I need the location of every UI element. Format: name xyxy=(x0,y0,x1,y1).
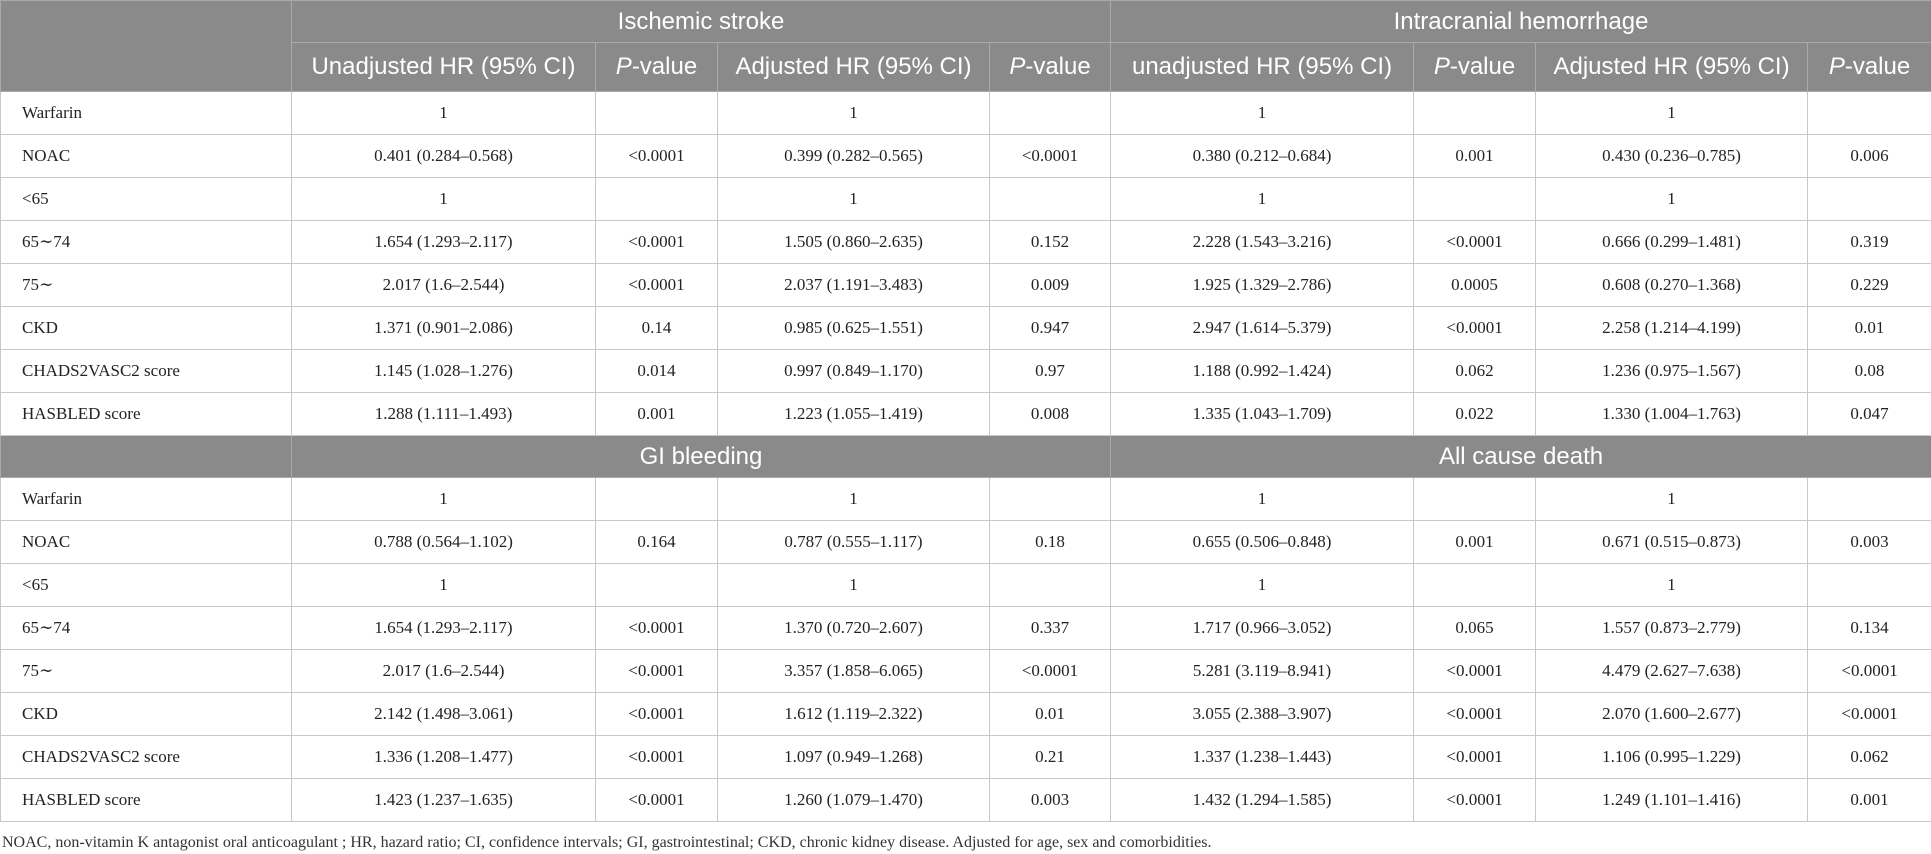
table-row xyxy=(1,779,1931,822)
table-cell: 1 xyxy=(718,178,990,221)
table-cell xyxy=(1414,478,1536,521)
table-cell: 0.164 xyxy=(596,521,718,564)
table-cell: 0.008 xyxy=(990,393,1111,436)
section-gi-death-header xyxy=(1,436,1931,478)
table-cell: <0.0001 xyxy=(1414,779,1536,822)
section-ischemic-intracranial xyxy=(1,92,1931,436)
table-cell: 0.134 xyxy=(1808,607,1931,650)
table-cell: 1 xyxy=(1536,478,1808,521)
table-cell: 0.009 xyxy=(990,264,1111,307)
row-label: HASBLED score xyxy=(1,393,292,436)
table-cell: 5.281 (3.119–8.941) xyxy=(1111,650,1414,693)
table-cell: 0.401 (0.284–0.568) xyxy=(292,135,596,178)
row-label: 65∼74 xyxy=(1,607,292,650)
table-cell: 0.08 xyxy=(1808,350,1931,393)
table-cell: <0.0001 xyxy=(596,135,718,178)
table-cell: 0.0005 xyxy=(1414,264,1536,307)
table-cell: <0.0001 xyxy=(1414,736,1536,779)
table-cell: 0.14 xyxy=(596,307,718,350)
table-cell xyxy=(1808,478,1931,521)
row-label: CHADS2VASC2 score xyxy=(1,350,292,393)
table-cell: <0.0001 xyxy=(1414,307,1536,350)
table-cell xyxy=(1808,92,1931,135)
table-cell: 1 xyxy=(1536,178,1808,221)
table-cell: 0.062 xyxy=(1808,736,1931,779)
table-cell: 1 xyxy=(292,564,596,607)
subheader-p-value: P-value xyxy=(596,43,718,92)
group-header-intracranial-hemorrhage: Intracranial hemorrhage xyxy=(1111,1,1931,43)
table-cell: 1.717 (0.966–3.052) xyxy=(1111,607,1414,650)
table-cell: 3.357 (1.858–6.065) xyxy=(718,650,990,693)
table-cell: 2.258 (1.214–4.199) xyxy=(1536,307,1808,350)
table-cell: 1.654 (1.293–2.117) xyxy=(292,607,596,650)
table-cell: 1.654 (1.293–2.117) xyxy=(292,221,596,264)
table-cell: 2.228 (1.543–3.216) xyxy=(1111,221,1414,264)
table-cell: 0.014 xyxy=(596,350,718,393)
table-cell: 1.097 (0.949–1.268) xyxy=(718,736,990,779)
table-cell: <0.0001 xyxy=(1414,221,1536,264)
table-cell: 2.017 (1.6–2.544) xyxy=(292,650,596,693)
table-row xyxy=(1,736,1931,779)
table-cell xyxy=(596,478,718,521)
subheader-adjusted-hr: Adjusted HR (95% CI) xyxy=(1536,43,1808,92)
table-cell: 0.022 xyxy=(1414,393,1536,436)
table-cell xyxy=(1414,564,1536,607)
table-row xyxy=(1,693,1931,736)
subheader-p-value: P-value xyxy=(1414,43,1536,92)
section-gi-death xyxy=(1,478,1931,822)
table-cell: 1.371 (0.901–2.086) xyxy=(292,307,596,350)
table-row xyxy=(1,350,1931,393)
table-cell: 2.070 (1.600–2.677) xyxy=(1536,693,1808,736)
table-cell: <0.0001 xyxy=(990,135,1111,178)
table-row xyxy=(1,307,1931,350)
table-cell xyxy=(1808,564,1931,607)
table-cell: 2.037 (1.191–3.483) xyxy=(718,264,990,307)
table-cell: 4.479 (2.627–7.638) xyxy=(1536,650,1808,693)
table-cell: 1 xyxy=(1536,564,1808,607)
table-cell: 0.97 xyxy=(990,350,1111,393)
table-cell: <0.0001 xyxy=(596,264,718,307)
table-cell: 0.003 xyxy=(990,779,1111,822)
table-cell: 1.106 (0.995–1.229) xyxy=(1536,736,1808,779)
table-cell: <0.0001 xyxy=(1414,693,1536,736)
table-footnote: NOAC, non-vitamin K antagonist oral anticoagulant ; HR, hazard ratio; CI, confidence intervals; GI, gastrointestinal; CKD, chronic kidney disease. Adjusted for age, sex and comorbidities. xyxy=(2,834,1212,851)
subheader-p-value: P-value xyxy=(990,43,1111,92)
table-cell xyxy=(990,478,1111,521)
table-row xyxy=(1,221,1931,264)
table-cell: 0.229 xyxy=(1808,264,1931,307)
table-cell: <0.0001 xyxy=(596,779,718,822)
table-cell xyxy=(1808,178,1931,221)
table-cell: 1.236 (0.975–1.567) xyxy=(1536,350,1808,393)
table-cell: 1.249 (1.101–1.416) xyxy=(1536,779,1808,822)
table-cell: 1 xyxy=(1111,92,1414,135)
row-label-header xyxy=(1,436,292,478)
table-cell: 0.001 xyxy=(1808,779,1931,822)
table-cell: <0.0001 xyxy=(596,693,718,736)
table-cell: 1.260 (1.079–1.470) xyxy=(718,779,990,822)
table-cell: 0.01 xyxy=(1808,307,1931,350)
table-cell: <0.0001 xyxy=(596,607,718,650)
subheader-adjusted-hr: Adjusted HR (95% CI) xyxy=(718,43,990,92)
group-header-row xyxy=(1,436,1931,478)
table-cell: 3.055 (2.388–3.907) xyxy=(1111,693,1414,736)
table-cell: <0.0001 xyxy=(1808,693,1931,736)
row-label: CKD xyxy=(1,693,292,736)
row-label: HASBLED score xyxy=(1,779,292,822)
table-cell: 0.671 (0.515–0.873) xyxy=(1536,521,1808,564)
table-cell: 2.142 (1.498–3.061) xyxy=(292,693,596,736)
table-cell: 0.997 (0.849–1.170) xyxy=(718,350,990,393)
row-label: NOAC xyxy=(1,521,292,564)
table-cell: 0.21 xyxy=(990,736,1111,779)
row-label: <65 xyxy=(1,564,292,607)
table-cell xyxy=(990,564,1111,607)
table-cell xyxy=(990,178,1111,221)
table-cell: 0.065 xyxy=(1414,607,1536,650)
table-cell: 1 xyxy=(1111,478,1414,521)
table-cell: 1.337 (1.238–1.443) xyxy=(1111,736,1414,779)
table-row xyxy=(1,178,1931,221)
table-row xyxy=(1,135,1931,178)
row-label: Warfarin xyxy=(1,478,292,521)
table-cell: 0.788 (0.564–1.102) xyxy=(292,521,596,564)
group-header-ischemic-stroke: Ischemic stroke xyxy=(292,1,1111,43)
table-cell xyxy=(596,564,718,607)
table-cell: 0.001 xyxy=(596,393,718,436)
group-header-row xyxy=(1,1,1931,43)
table-row xyxy=(1,521,1931,564)
table-cell: 0.666 (0.299–1.481) xyxy=(1536,221,1808,264)
table-row xyxy=(1,478,1931,521)
table-cell: <0.0001 xyxy=(1414,650,1536,693)
row-label: 65∼74 xyxy=(1,221,292,264)
subheader-unadjusted-hr: unadjusted HR (95% CI) xyxy=(1111,43,1414,92)
table-cell: 1 xyxy=(718,478,990,521)
table-cell: 1.188 (0.992–1.424) xyxy=(1111,350,1414,393)
table-cell: 1.423 (1.237–1.635) xyxy=(292,779,596,822)
table-cell: 1.336 (1.208–1.477) xyxy=(292,736,596,779)
table-cell: 1.925 (1.329–2.786) xyxy=(1111,264,1414,307)
table-cell: 0.01 xyxy=(990,693,1111,736)
table-cell xyxy=(1414,92,1536,135)
row-label: 75∼ xyxy=(1,264,292,307)
table-cell: 1 xyxy=(1536,92,1808,135)
table-cell: 0.062 xyxy=(1414,350,1536,393)
table-cell: 1.505 (0.860–2.635) xyxy=(718,221,990,264)
table-cell: 0.047 xyxy=(1808,393,1931,436)
table-cell: 1.370 (0.720–2.607) xyxy=(718,607,990,650)
table-cell: 0.655 (0.506–0.848) xyxy=(1111,521,1414,564)
table-cell: 1 xyxy=(718,92,990,135)
table-cell: <0.0001 xyxy=(596,221,718,264)
table-cell: 1.223 (1.055–1.419) xyxy=(718,393,990,436)
table-cell: 1.557 (0.873–2.779) xyxy=(1536,607,1808,650)
table-cell: <0.0001 xyxy=(596,650,718,693)
table-row xyxy=(1,564,1931,607)
table-cell: 0.001 xyxy=(1414,135,1536,178)
table-cell: 0.608 (0.270–1.368) xyxy=(1536,264,1808,307)
table-cell: 0.001 xyxy=(1414,521,1536,564)
table-cell: <0.0001 xyxy=(596,736,718,779)
table-row xyxy=(1,607,1931,650)
table-cell: 0.003 xyxy=(1808,521,1931,564)
table-cell: 0.319 xyxy=(1808,221,1931,264)
group-header-gi-bleeding: GI bleeding xyxy=(292,436,1111,478)
table-cell: 0.152 xyxy=(990,221,1111,264)
table-cell: 2.017 (1.6–2.544) xyxy=(292,264,596,307)
table-cell: <0.0001 xyxy=(1808,650,1931,693)
table-cell xyxy=(1414,178,1536,221)
table-cell: 0.430 (0.236–0.785) xyxy=(1536,135,1808,178)
row-label: Warfarin xyxy=(1,92,292,135)
table-cell xyxy=(990,92,1111,135)
table-cell: 0.006 xyxy=(1808,135,1931,178)
table-cell: 1 xyxy=(1111,564,1414,607)
table-cell: 0.947 xyxy=(990,307,1111,350)
table-cell: 0.985 (0.625–1.551) xyxy=(718,307,990,350)
table-cell xyxy=(596,178,718,221)
table-cell: 0.18 xyxy=(990,521,1111,564)
table-cell: 2.947 (1.614–5.379) xyxy=(1111,307,1414,350)
group-header-all-cause-death: All cause death xyxy=(1111,436,1931,478)
table-cell: 1.612 (1.119–2.322) xyxy=(718,693,990,736)
table-cell: <0.0001 xyxy=(990,650,1111,693)
table-cell: 1 xyxy=(718,564,990,607)
table-cell: 0.399 (0.282–0.565) xyxy=(718,135,990,178)
subheader-p-value: P-value xyxy=(1808,43,1931,92)
table-cell: 1.330 (1.004–1.763) xyxy=(1536,393,1808,436)
table-cell: 0.380 (0.212–0.684) xyxy=(1111,135,1414,178)
table-row xyxy=(1,393,1931,436)
table-cell: 1 xyxy=(292,178,596,221)
table-cell: 1.335 (1.043–1.709) xyxy=(1111,393,1414,436)
table-cell: 1.145 (1.028–1.276) xyxy=(292,350,596,393)
table-row xyxy=(1,264,1931,307)
row-label: <65 xyxy=(1,178,292,221)
table-row xyxy=(1,92,1931,135)
row-label: NOAC xyxy=(1,135,292,178)
row-label: CHADS2VASC2 score xyxy=(1,736,292,779)
table-row xyxy=(1,650,1931,693)
table-cell: 0.337 xyxy=(990,607,1111,650)
table-cell: 1 xyxy=(292,92,596,135)
row-label: 75∼ xyxy=(1,650,292,693)
subheader-unadjusted-hr: Unadjusted HR (95% CI) xyxy=(292,43,596,92)
table-cell: 1.432 (1.294–1.585) xyxy=(1111,779,1414,822)
table-cell: 1.288 (1.111–1.493) xyxy=(292,393,596,436)
table-cell: 1 xyxy=(292,478,596,521)
table-cell: 1 xyxy=(1111,178,1414,221)
row-label-header xyxy=(1,1,292,92)
row-label: CKD xyxy=(1,307,292,350)
table-cell: 0.787 (0.555–1.117) xyxy=(718,521,990,564)
table-cell xyxy=(596,92,718,135)
